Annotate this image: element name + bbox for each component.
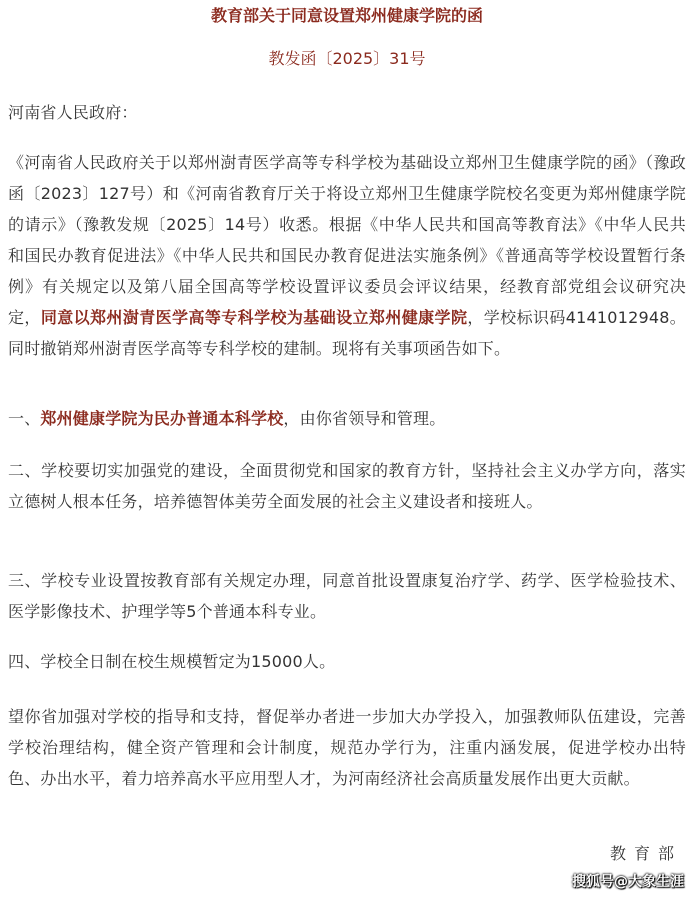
closing-paragraph: 望你省加强对学校的指导和支持，督促举办者进一步加大办学投入，加强教师队伍建设，完善学校治理结构，健全资产管理和会计制度，规范办学行为，注重内涵发展，促进学校办出特色、办出水平，着力培养高水平应用型人才，为河南经济社会高质量发展作出更大贡献。 — [8, 707, 686, 788]
item-two-paragraph: 二、学校要切实加强党的建设，全面贯彻党和国家的教育方针，坚持社会主义办学方向，落实立德树人根本任务，培养德智体美劳全面发展的社会主义建设者和接班人。 — [8, 461, 686, 511]
intro-text-part2: ，学校标识码4141012948。同时撤销郑州澍青医学高等专科学校的建制。现将有关事项函告如下。 — [8, 308, 686, 358]
addressee: 河南省人民政府： — [8, 103, 138, 122]
intro-text-part1: 《河南省人民政府关于以郑州澍青医学高等专科学校为基础设立郑州卫生健康学院的函》（豫政函〔2023〕127号）和《河南省教育厅关于将设立郑州卫生健康学院校名变更为郑州健康学院的请示》（豫教发规〔2025〕14号）收悉。根据《中华人民共和国高等教育法》《中华人民共和国民办教育促进法》《中华人民共和国民办教育促进法实施条例》《普通高等学校设置暂行条例》有关规定以及第八届全国高等学校设置评议委员会评议结果，经教育部党组会议研究决定， — [8, 153, 686, 327]
signature: 教育部 — [609, 844, 682, 863]
item-three-paragraph: 三、学校专业设置按教育部有关规定办理，同意首批设置康复治疗学、药学、医学检验技术、医学影像技术、护理学等5个普通本科专业。 — [8, 571, 686, 621]
item-one-suffix: ，由你省领导和管理。 — [283, 409, 446, 428]
item-one-prefix: 一、 — [8, 409, 41, 428]
item-one-paragraph — [8, 403, 686, 434]
document-number: 教发函〔2025〕31号 — [268, 49, 426, 68]
document-title: 教育部关于同意设置郑州健康学院的函 — [210, 6, 483, 25]
item-four-paragraph: 四、学校全日制在校生规模暂定为15000人。 — [8, 652, 336, 671]
intro-highlight: 同意以郑州澍青医学高等专科学校为基础设立郑州健康学院 — [40, 308, 468, 327]
item-one-highlight: 郑州健康学院为民办普通本科学校 — [40, 409, 284, 428]
intro-paragraph — [8, 147, 686, 364]
watermark: 搜狐号@大象生涯 — [572, 874, 684, 890]
